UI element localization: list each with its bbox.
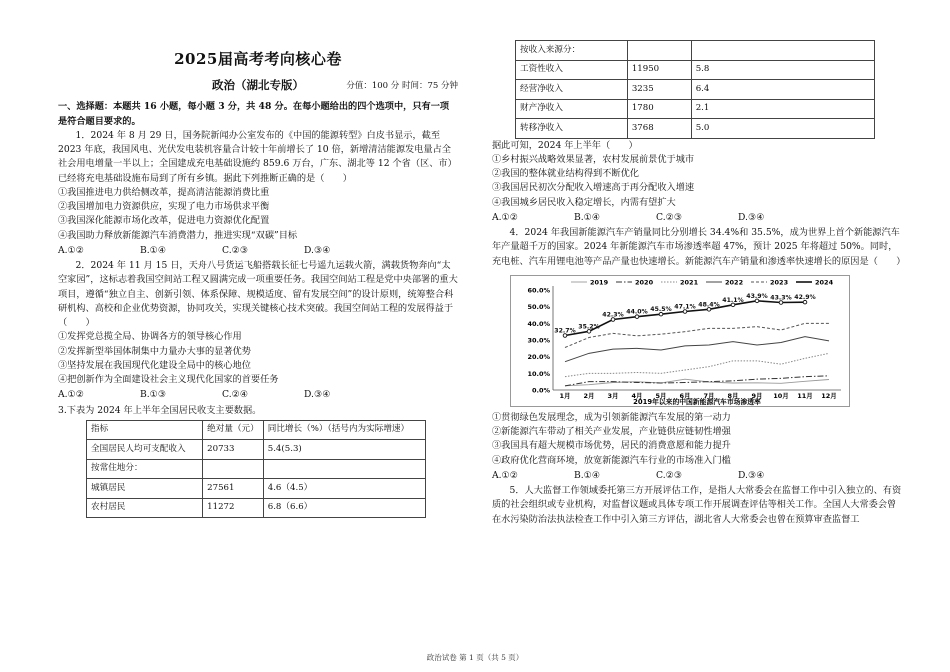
series-line-2021 — [565, 353, 829, 376]
y-tick-label: 40.0% — [527, 319, 550, 328]
data-label: 42.9% — [794, 293, 816, 301]
option-a[interactable]: A.①② — [492, 469, 519, 481]
y-tick-label: 60.0% — [527, 286, 550, 295]
option-d[interactable]: D.③④ — [738, 469, 765, 481]
option-c[interactable]: C.②④ — [222, 389, 249, 401]
table-cell: 4.6（4.5） — [263, 479, 425, 499]
table-row — [87, 479, 426, 499]
legend-label: 2024 — [815, 278, 834, 287]
table-cell: 2.1 — [691, 99, 874, 119]
table-cell: 6.8（6.6） — [263, 498, 425, 518]
table-cell: 11950 — [627, 60, 691, 80]
y-tick-label: 10.0% — [527, 369, 550, 378]
question-stem: 据此可知，2024 年上半年（ ） — [492, 139, 638, 151]
x-tick-label: 3月 — [607, 391, 619, 400]
exam-title: 2025届高考考向核心卷 — [174, 50, 342, 68]
legend-label: 2021 — [680, 278, 699, 287]
table-cell: 城镇居民 — [87, 479, 203, 499]
x-tick-label: 5月 — [655, 391, 667, 400]
income-table-part2 — [515, 40, 875, 139]
data-label: 43.9% — [746, 292, 768, 300]
statement-item: ②我国的整体就业结构得到不断优化 — [492, 168, 639, 179]
question-intro: 3.下表为 2024 年上半年全国居民收支主要数据。 — [58, 404, 262, 416]
table-cell: 同比增长（%）（括号内为实际增速） — [263, 420, 425, 440]
table-row — [87, 420, 426, 440]
table-cell: 绝对量（元） — [203, 420, 264, 440]
x-tick-label: 4月 — [631, 391, 643, 400]
option-d[interactable]: D.③④ — [738, 211, 765, 223]
statement-item: ②新能源汽车带动了相关产业发展，产业链供应链韧性增强 — [492, 426, 731, 437]
data-label: 32.7% — [554, 327, 576, 335]
data-label: 44.0% — [626, 308, 648, 316]
question-stem: 2．2024 年 11 月 15 日，天舟八号货运飞船搭载长征七号遥九运载火箭，满载货物奔向“太空家园”，这标志着我国空间站工程又圆满完成一项重要任务。我国空间站工程是党中央部署的重大项目，遵循“独立自主、创新引领、体系保障、规模适度、留有发展空间”的设计原则，统筹整合科研机构、高校和企业优势资源，协同攻关，实现关键核心技术突破。我国空间站工程的发展得益于（ ） — [58, 260, 458, 328]
table-cell: 指标 — [87, 420, 203, 440]
question-stem: 1．2024 年 8 月 29 日，国务院新闻办公室发布的《中国的能源转型》白皮书显示，截至 2023 年底，我国风电、光伏发电装机容量合计较十年前增长了 10 倍，新增清洁能源发电量占全社会用电增量一半以上；全国建成充电基础设施约 859.6 万台，广东、湖北等 12 个省（区、市）已经将充电基础设施布局到了所有乡镇。据此下列推断正确的是（ ） — [58, 129, 457, 184]
option-b[interactable]: B.①③ — [140, 389, 167, 401]
series-line-2022 — [565, 336, 829, 361]
statement-item: ③我国具有超大规模市场优势，居民的消费意愿和能力提升 — [492, 440, 731, 452]
x-tick-label: 8月 — [727, 391, 739, 400]
option-a[interactable]: A.①② — [58, 244, 85, 256]
table-row — [516, 60, 875, 80]
table-cell: 3235 — [627, 80, 691, 100]
question-1 — [58, 129, 458, 258]
question-4 — [492, 226, 906, 483]
option-c[interactable]: C.②③ — [222, 244, 249, 256]
y-tick-label: 0.0% — [531, 386, 550, 395]
table-cell: 财产净收入 — [516, 99, 628, 119]
table-row — [516, 41, 875, 61]
statement-item: ④我国城乡居民收入稳定增长，内需有望扩大 — [492, 196, 676, 208]
legend-label: 2023 — [770, 278, 789, 287]
table-cell: 20733 — [203, 440, 264, 460]
option-d[interactable]: D.③④ — [304, 389, 331, 401]
table-cell: 1780 — [627, 99, 691, 119]
chart-title: 2019年以来的中国新能源汽车市场渗透率 — [633, 397, 761, 406]
statement-item: ③我国深化能源市场化改革，促进电力资源优化配置 — [58, 215, 270, 227]
table-cell: 3768 — [627, 119, 691, 139]
answer-options — [492, 469, 902, 483]
table-cell: 5.0 — [691, 119, 874, 139]
data-label: 47.1% — [674, 303, 696, 311]
answer-options — [58, 388, 458, 402]
x-tick-label: 6月 — [679, 391, 691, 400]
income-table-part1 — [86, 420, 426, 519]
statement-item: ①我国推进电力供给侧改革，提高清洁能源消费比重 — [58, 186, 270, 198]
y-tick-label: 20.0% — [527, 352, 550, 361]
option-b[interactable]: B.①④ — [574, 211, 601, 223]
statement-item: ④政府优化营商环境，放宽新能源汽车行业的市场准入门槛 — [492, 454, 731, 466]
page-footer: 政治试卷 第 1 页（共 5 页） — [426, 653, 524, 662]
table-row — [87, 459, 426, 479]
x-tick-label: 1月 — [559, 391, 571, 400]
table-row — [516, 80, 875, 100]
statement-item: ④把创新作为全面建设社会主义现代化国家的首要任务 — [58, 374, 279, 385]
option-b[interactable]: B.①④ — [574, 469, 601, 481]
data-label: 43.3% — [770, 294, 792, 302]
table-cell: 5.4(5.3) — [263, 440, 425, 460]
data-label: 42.3% — [602, 311, 624, 319]
legend-label: 2020 — [635, 278, 654, 287]
table-cell: 按收入来源分： — [516, 41, 628, 61]
option-a[interactable]: A.①② — [58, 389, 85, 401]
left-column — [58, 0, 458, 518]
data-label: 48.4% — [698, 301, 720, 309]
option-c[interactable]: C.②③ — [656, 469, 683, 481]
statement-item: ①发挥党总揽全局、协调各方的领导核心作用 — [58, 331, 242, 343]
exam-subtitle: 政治（湖北专版） — [212, 78, 304, 93]
table-cell: 工资性收入 — [516, 60, 628, 80]
penetration-chart — [510, 275, 850, 407]
series-line-2023 — [565, 323, 829, 347]
table-cell: 11272 — [203, 498, 264, 518]
table-cell: 5.8 — [691, 60, 874, 80]
table-row — [516, 99, 875, 119]
option-d[interactable]: D.③④ — [304, 244, 331, 256]
statement-item: ②发挥新型举国体制集中力量办大事的显著优势 — [58, 345, 251, 357]
table-cell: 农村居民 — [87, 498, 203, 518]
table-cell — [263, 459, 425, 479]
table-row — [87, 498, 426, 518]
subtitle-row — [58, 77, 458, 97]
y-tick-label: 50.0% — [527, 302, 550, 311]
table-cell: 按常住地分： — [87, 459, 203, 479]
score-time-info: 分值：100 分 时间：75 分钟 — [346, 81, 458, 92]
statement-item: ②我国增加电力资源供应，实现了电力市场供求平衡 — [58, 201, 270, 212]
table-row — [516, 119, 875, 139]
x-tick-label: 7月 — [703, 391, 715, 400]
data-label: 45.5% — [650, 305, 672, 313]
x-tick-label: 2月 — [583, 391, 595, 400]
chart-svg — [511, 276, 851, 408]
x-tick-label: 12月 — [821, 391, 837, 400]
table-cell: 全国居民人均可支配收入 — [87, 440, 203, 460]
statement-item: ③我国居民初次分配收入增速高于再分配收入增速 — [492, 182, 695, 194]
question-2 — [58, 259, 458, 403]
table-cell: 转移净收入 — [516, 119, 628, 139]
table-cell — [691, 41, 874, 61]
statement-item: ①贯彻绿色发展理念，成为引领新能源汽车发展的第一动力 — [492, 411, 731, 423]
statement-item: ④我国助力释放新能源汽车消费潜力，推进实现“双碳”目标 — [58, 229, 298, 241]
data-label: 35.2% — [578, 323, 600, 331]
legend-label: 2019 — [590, 278, 609, 287]
question-stem: 5．人大监督工作领域委托第三方开展评估工作，是指人大常委会在监督工作中引入独立的、有资质的社会组织或专业机构，对监督议题或具体专项工作开展调查评估等相关工作。全国人大常委会曾在水污染防治法执法检查工作中引入第三方评估，湖北省人大常委会也曾在预算审查监督工 — [492, 485, 902, 525]
answer-options — [58, 244, 458, 258]
statement-item: ③坚持发展在我国现代化建设全局中的核心地位 — [58, 359, 251, 371]
x-tick-label: 11月 — [797, 391, 813, 400]
option-a[interactable]: A.①② — [492, 211, 519, 223]
table-row — [87, 440, 426, 460]
option-c[interactable]: C.②③ — [656, 211, 683, 223]
table-cell: 6.4 — [691, 80, 874, 100]
section-heading: 一、选择题：本题共 16 小题，每小题 3 分，共 48 分。在每小题给出的四个选项中，只有一项是符合题目要求的。 — [58, 101, 450, 127]
question-stem: 4．2024 年我国新能源汽车产销量同比分别增长 34.4%和 35.5%，成为世界上首个新能源汽车年产量超千万的国家。2024 年新能源汽车市场渗透率超 47%，预计 2025 年将超过 50%。同时，充电桩、汽车用锂电池等产品产量也快速增长。新能源汽车产销量和渗透率快速增长的原因是（ ） — [492, 227, 906, 267]
answer-options — [492, 211, 902, 225]
question-3 — [492, 139, 902, 226]
table-cell — [627, 41, 691, 61]
question-5 — [492, 484, 902, 527]
table-cell — [203, 459, 264, 479]
legend-label: 2022 — [725, 278, 744, 287]
statement-item: ①乡村振兴战略效果显著，农村发展前景优于城市 — [492, 153, 695, 165]
data-label: 41.1% — [722, 296, 744, 304]
x-tick-label: 9月 — [751, 391, 763, 400]
x-tick-label: 10月 — [773, 391, 789, 400]
y-tick-label: 30.0% — [527, 336, 550, 345]
question-3-intro — [58, 404, 458, 519]
table-cell: 27561 — [203, 479, 264, 499]
table-cell: 经营净收入 — [516, 80, 628, 100]
option-b[interactable]: B.①④ — [140, 244, 167, 256]
right-column — [492, 0, 906, 527]
